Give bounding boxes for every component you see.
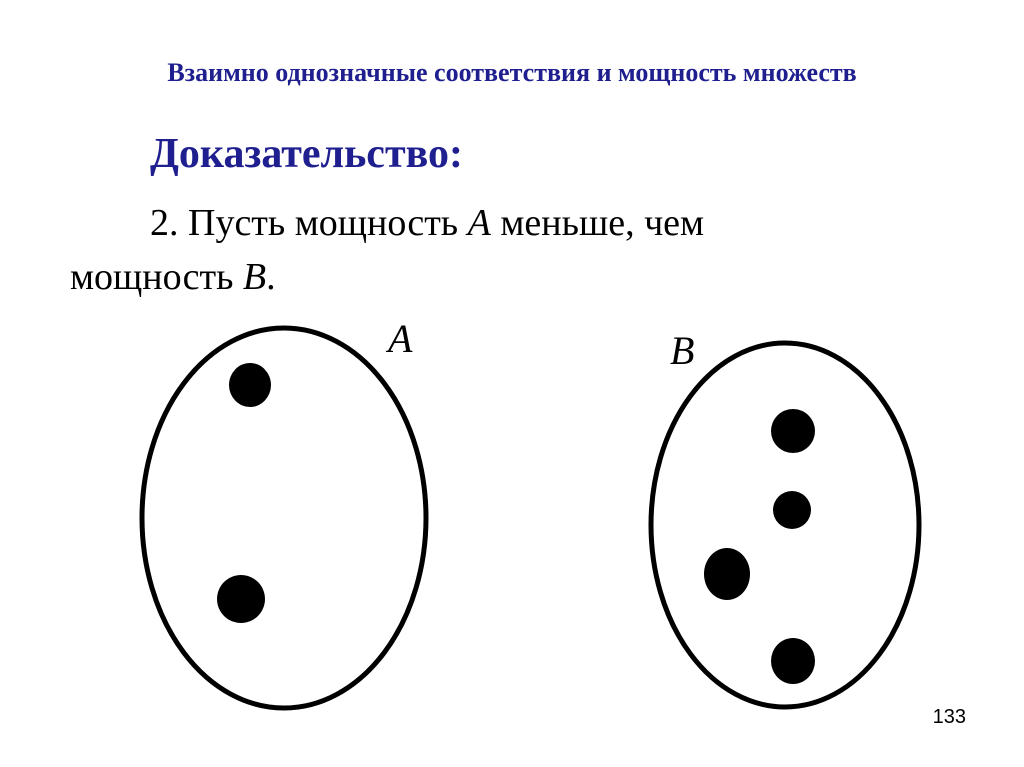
set-a-ellipse bbox=[142, 328, 426, 708]
page-number: 133 bbox=[932, 706, 966, 728]
set-b-element bbox=[771, 638, 815, 684]
proof-heading: Доказательство: bbox=[150, 131, 463, 177]
proof-paragraph bbox=[70, 196, 890, 304]
set-b-symbol: B bbox=[242, 256, 267, 298]
set-a-symbol: A bbox=[467, 202, 491, 244]
paragraph-line2-prefix: мощность bbox=[70, 256, 243, 298]
set-a-element bbox=[229, 363, 271, 407]
slide-title: Взаимно однозначные соответствия и мощность множеств bbox=[167, 58, 857, 87]
set-a-element bbox=[217, 575, 265, 623]
paragraph-suffix: . bbox=[266, 256, 276, 298]
set-b-label: B bbox=[670, 328, 695, 373]
sets-diagram bbox=[0, 300, 1024, 720]
set-b-element bbox=[704, 548, 750, 600]
set-b-element bbox=[771, 409, 815, 453]
set-a-label: A bbox=[388, 316, 413, 361]
set-b-element bbox=[773, 491, 811, 529]
paragraph-line-2 bbox=[70, 250, 890, 304]
paragraph-line-1 bbox=[70, 196, 890, 250]
paragraph-prefix: 2. Пусть мощность bbox=[150, 202, 468, 244]
paragraph-middle: меньше, чем bbox=[490, 202, 705, 244]
